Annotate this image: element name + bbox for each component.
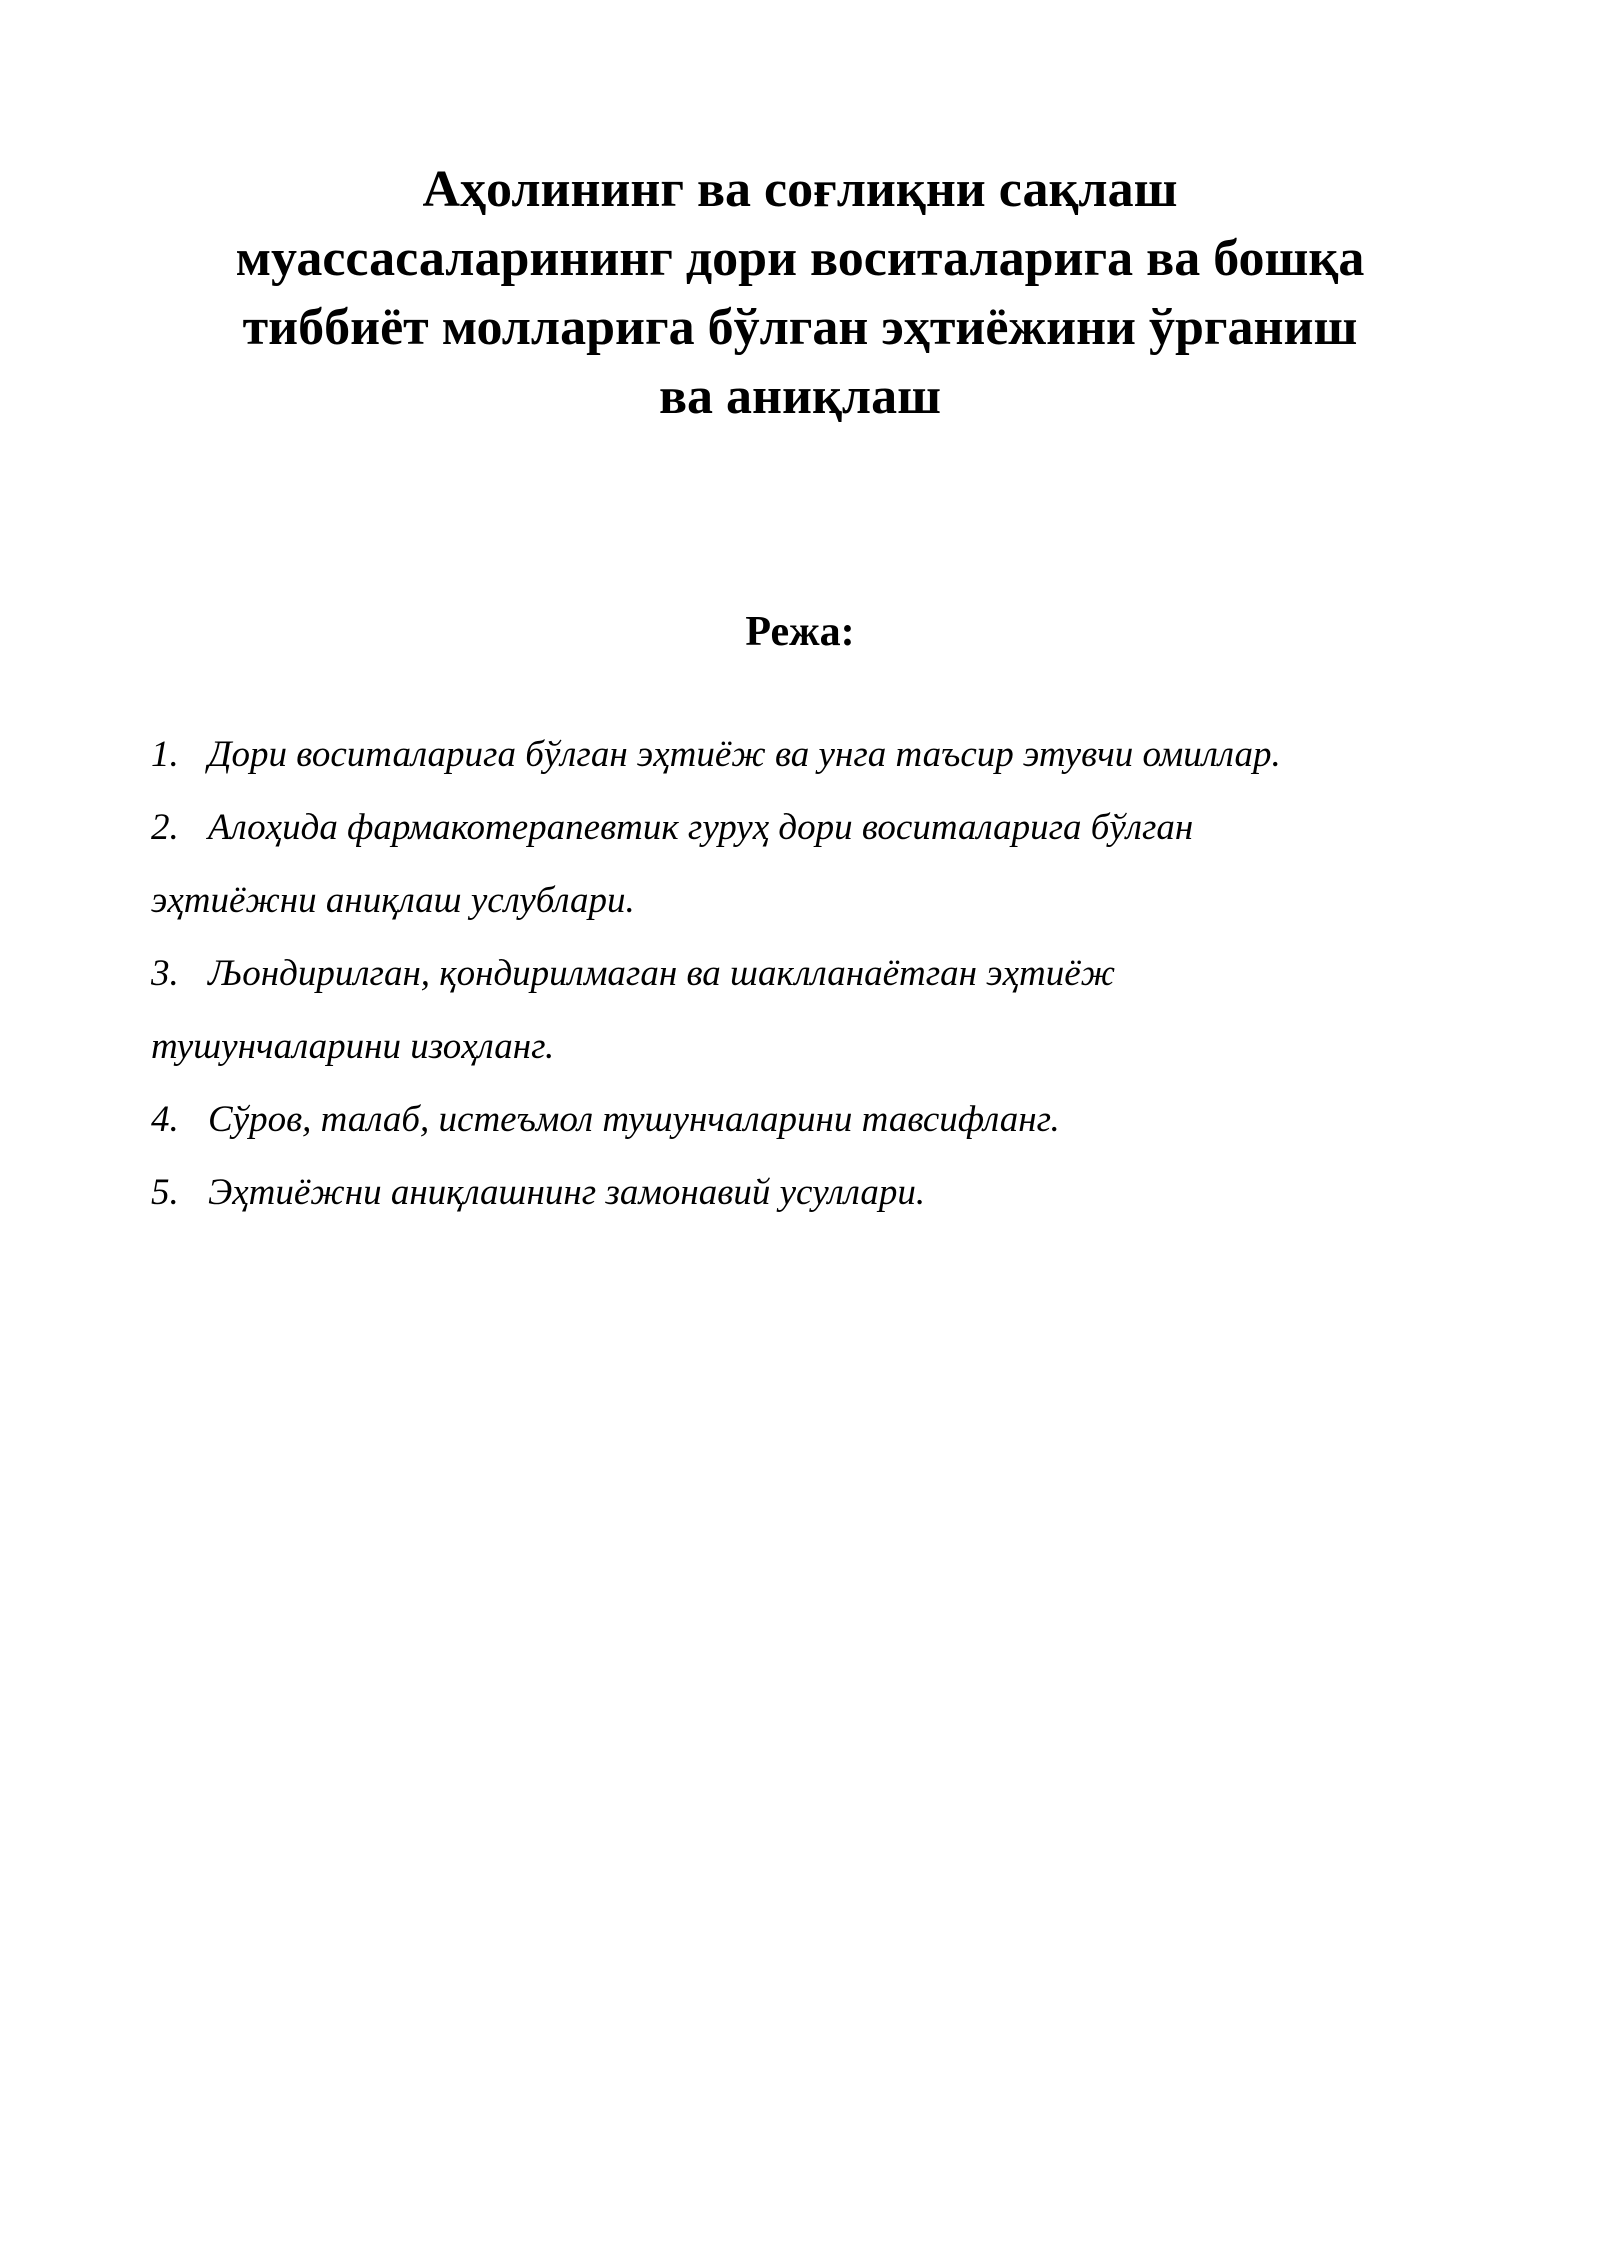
plan-item-number: 3.: [151, 953, 179, 994]
plan-item-text: Дори воситаларига бўлган эҳтиёж ва унга таъсир этувчи омиллар.: [208, 734, 1281, 775]
plan-item-number: 1.: [151, 734, 179, 775]
plan-item-line: [151, 718, 1471, 791]
plan-item-continuation: эҳтиёжни аниқлаш услублари.: [151, 880, 635, 921]
plan-item-4: [151, 1083, 1471, 1156]
plan-list: [151, 718, 1471, 1229]
plan-item-text: Алоҳида фармакотерапевтик гуруҳ дори воситаларига бўлган: [208, 807, 1194, 848]
plan-item-1: [151, 718, 1471, 791]
plan-item-line: [151, 1083, 1471, 1156]
plan-item-continuation: тушунчаларини изоҳланг.: [151, 1026, 555, 1067]
title-line: тиббиёт молларига бўлган эҳтиёжини ўрганиш: [242, 299, 1358, 356]
plan-item-number: 5.: [151, 1172, 179, 1213]
plan-item-number: 4.: [151, 1099, 179, 1140]
plan-item-5: [151, 1156, 1471, 1229]
plan-item-text: Эҳтиёжни аниқлашнинг замонавий усуллари.: [208, 1172, 926, 1213]
plan-item-text: Сўров, талаб, истеъмол тушунчаларини тавсифланг.: [208, 1099, 1060, 1140]
plan-item-text: Љондирилган, қондирилмаган ва шаклланаётган эҳтиёж: [208, 953, 1116, 994]
plan-item-line: [151, 791, 1471, 864]
plan-item-line: [151, 1156, 1471, 1229]
title-line: муассасаларининг дори воситаларига ва бошқа: [235, 230, 1365, 287]
plan-heading: Режа:: [745, 609, 855, 655]
document-title: [160, 155, 1440, 431]
plan-item-line: [151, 937, 1471, 1010]
plan-item-number: 2.: [151, 807, 179, 848]
title-line: Аҳолининг ва соғлиқни сақлаш: [422, 161, 1178, 218]
plan-item-2: [151, 791, 1471, 937]
plan-item-3: [151, 937, 1471, 1083]
title-line: ва аниқлаш: [658, 368, 942, 425]
